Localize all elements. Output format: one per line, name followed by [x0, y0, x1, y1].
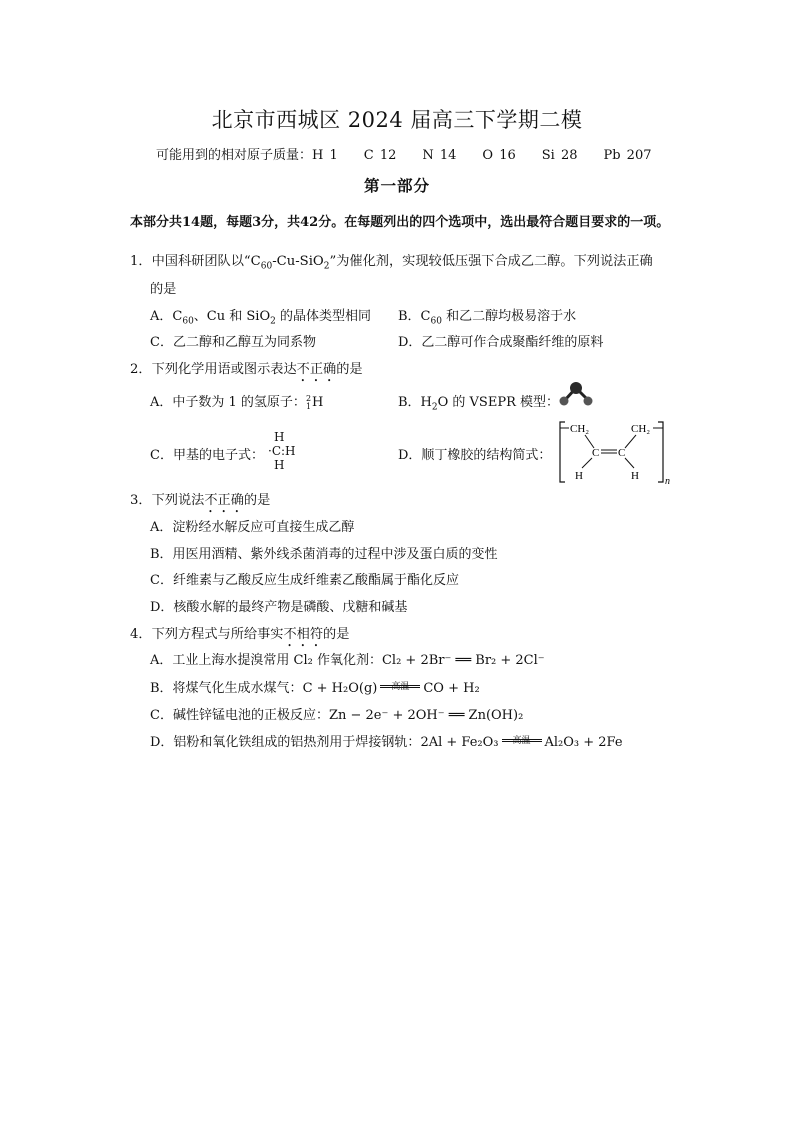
- q3-option-a[interactable]: A．淀粉经水解反应可直接生成乙醇: [150, 520, 355, 535]
- q2-option-c[interactable]: C．甲基的电子式：: [150, 448, 264, 463]
- page-title: 北京市西城区 2024 届高三下学期二模: [211, 108, 583, 132]
- q1-option-a[interactable]: A．$C_{60}$、Cu 和 SiO$_2$ 的晶体类型相同: [150, 309, 371, 327]
- q1-stem: 1．中国科研团队以“$C_{60}-Cu-SiO_2$”为催化剂，实现较低压强下合成乙二醇。下列说法正确: [130, 254, 653, 272]
- carbon-left: C: [592, 447, 600, 459]
- methyl-electron-formula: H ·C:H H: [268, 430, 296, 472]
- cis-polybutadiene-structure: [557, 418, 677, 486]
- q1-option-c[interactable]: C．乙二醇和乙醇互为同系物: [150, 335, 316, 350]
- carbon-right: C: [618, 447, 626, 459]
- hydrogen-right: H: [631, 470, 639, 482]
- section-title: 第一部分: [363, 176, 430, 195]
- q2-option-a[interactable]: A．中子数为 1 的氢原子：2 1H: [150, 393, 324, 411]
- q4-stem: 4．下列方程式与所给事实不相符的是: [130, 627, 350, 642]
- q3-option-d[interactable]: D．核酸水解的最终产物是磷酸、戊糖和碱基: [150, 600, 408, 615]
- q1-option-b[interactable]: B．$C_{60}$ 和乙二醇均极易溶于水: [398, 309, 577, 327]
- q2-stem: 2．下列化学用语或图示表达不正确的是: [130, 362, 363, 377]
- q4-option-c[interactable]: C．碱性锌锰电池的正极反应：Zn − 2e⁻ + 2OH⁻ ══ Zn(OH)₂: [150, 708, 524, 723]
- q4-option-b[interactable]: B．将煤气化生成水煤气：C + H₂O(g) 高温 CO + H₂: [150, 681, 480, 696]
- hydrogen-left: H: [575, 470, 583, 482]
- q2-option-b[interactable]: B．$H_2O$ 的 VSEPR 模型：: [398, 395, 559, 413]
- q4-option-d[interactable]: D．铝粉和氧化铁组成的铝热剂用于焊接钢轨：2Al + Fe₂O₃ 高温 Al₂O₃ + 2Fe: [150, 735, 623, 750]
- q1-option-d[interactable]: D．乙二醇可作合成聚酯纤维的原料: [398, 335, 604, 350]
- vsepr-model-image: [552, 380, 600, 408]
- q4-option-a[interactable]: A．工业上海水提溴常用 Cl₂ 作氧化剂：Cl₂ + 2Br⁻ ══ Br₂ + 2Cl⁻: [150, 653, 545, 668]
- q2-option-d[interactable]: D．顺丁橡胶的结构简式：: [398, 448, 552, 463]
- atomic-masses: 可能用到的相对原子质量：H 1 C 12 N 14 O 16 Si 28 Pb 207: [156, 148, 652, 163]
- q3-option-c[interactable]: C．纤维素与乙酸反应生成纤维素乙酸酯属于酯化反应: [150, 573, 459, 588]
- q3-stem: 3．下列说法不正确的是: [130, 493, 271, 508]
- ch2-right: CH₂: [631, 423, 651, 435]
- section-intro: 本部分共14题，每题3分，共42分。在每题列出的四个选项中，选出最符合题目要求的一项。: [130, 215, 670, 230]
- q3-option-b[interactable]: B．用医用酒精、紫外线杀菌消毒的过程中涉及蛋白质的变性: [150, 547, 498, 562]
- q1-stem-line2: 的是: [150, 282, 177, 297]
- ch2-left: CH₂: [570, 423, 590, 435]
- repeat-n: n: [665, 476, 670, 486]
